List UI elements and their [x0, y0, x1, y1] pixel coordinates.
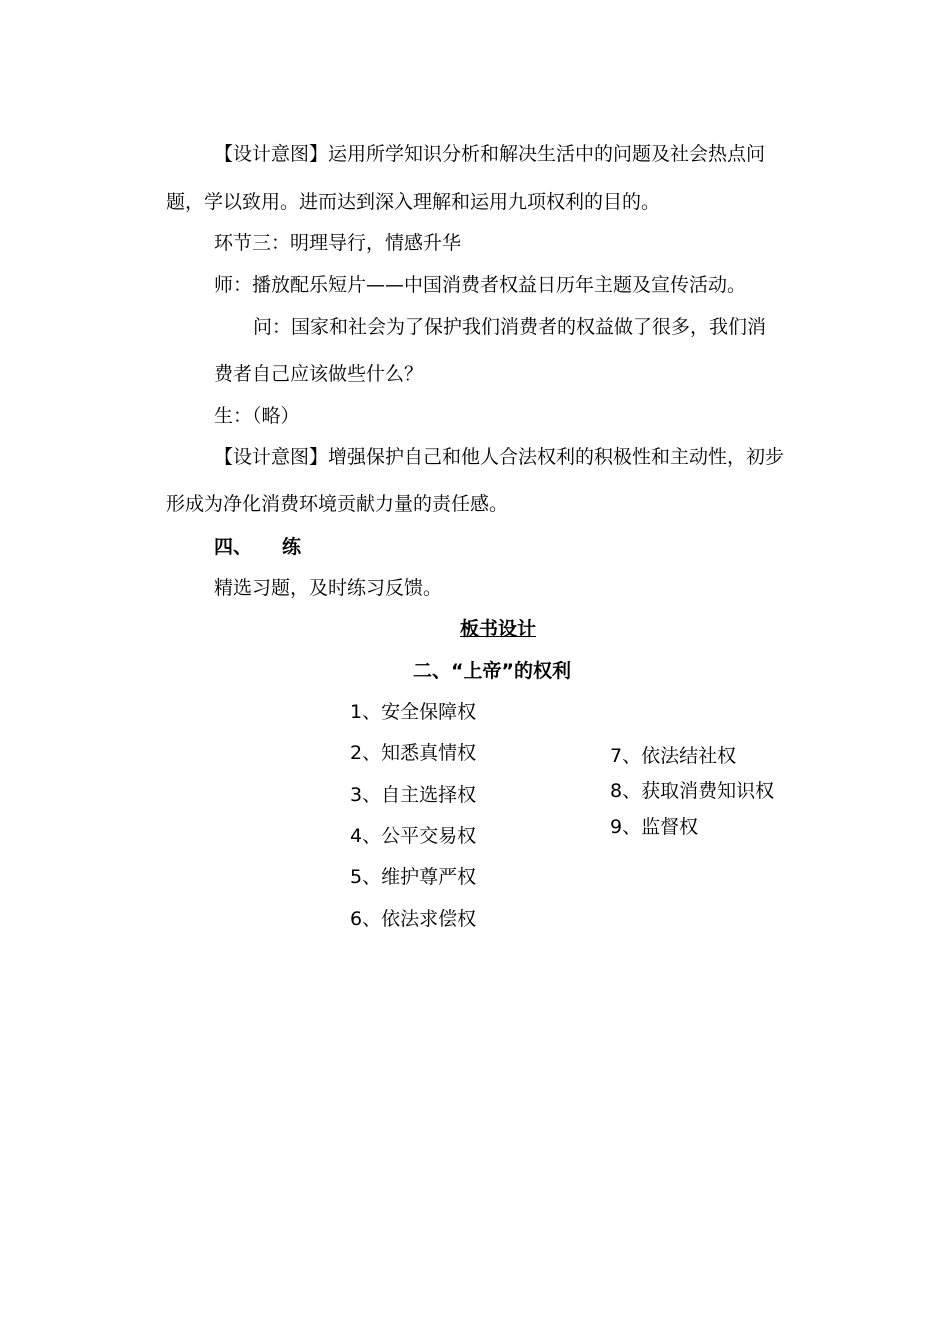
question-line-1: 问：国家和社会为了保护我们消费者的权益做了很多，我们消	[253, 316, 767, 338]
design-intent-2-line-1: 【设计意图】增强保护自己和他人合法权利的积极性和主动性，初步	[214, 446, 785, 468]
right-item: 2、知悉真情权	[350, 742, 477, 764]
section-4-number: 四、	[214, 536, 253, 558]
design-intent-1-line-2: 题，学以致用。进而达到深入理解和运用九项权利的目的。	[166, 191, 661, 213]
student-line: 生：（略）	[214, 405, 300, 427]
board-subtitle: 二、“上帝”的权利	[413, 660, 571, 682]
right-item: 9、监督权	[610, 816, 699, 838]
design-intent-1-line-1: 【设计意图】运用所学知识分析和解决生活中的问题及社会热点问	[214, 143, 766, 165]
right-item: 8、获取消费知识权	[610, 780, 775, 802]
right-item: 5、维护尊严权	[350, 866, 477, 888]
right-item: 7、依法结社权	[610, 745, 737, 767]
step3-title: 环节三：明理导行，情感升华	[214, 232, 462, 254]
right-item: 3、自主选择权	[350, 784, 477, 806]
question-line-2: 费者自己应该做些什么？	[214, 363, 424, 385]
right-item: 1、安全保障权	[350, 701, 477, 723]
board-title: 板书设计	[460, 618, 537, 640]
teacher-line: 师：播放配乐短片——中国消费者权益日历年主题及宣传活动。	[214, 274, 747, 296]
section-4-title: 练	[282, 536, 302, 558]
right-item: 4、公平交易权	[350, 825, 477, 847]
practice-line: 精选习题，及时练习反馈。	[214, 577, 443, 599]
design-intent-2-line-2: 形成为净化消费环境贡献力量的责任感。	[166, 493, 509, 515]
right-item: 6、依法求偿权	[350, 908, 477, 930]
